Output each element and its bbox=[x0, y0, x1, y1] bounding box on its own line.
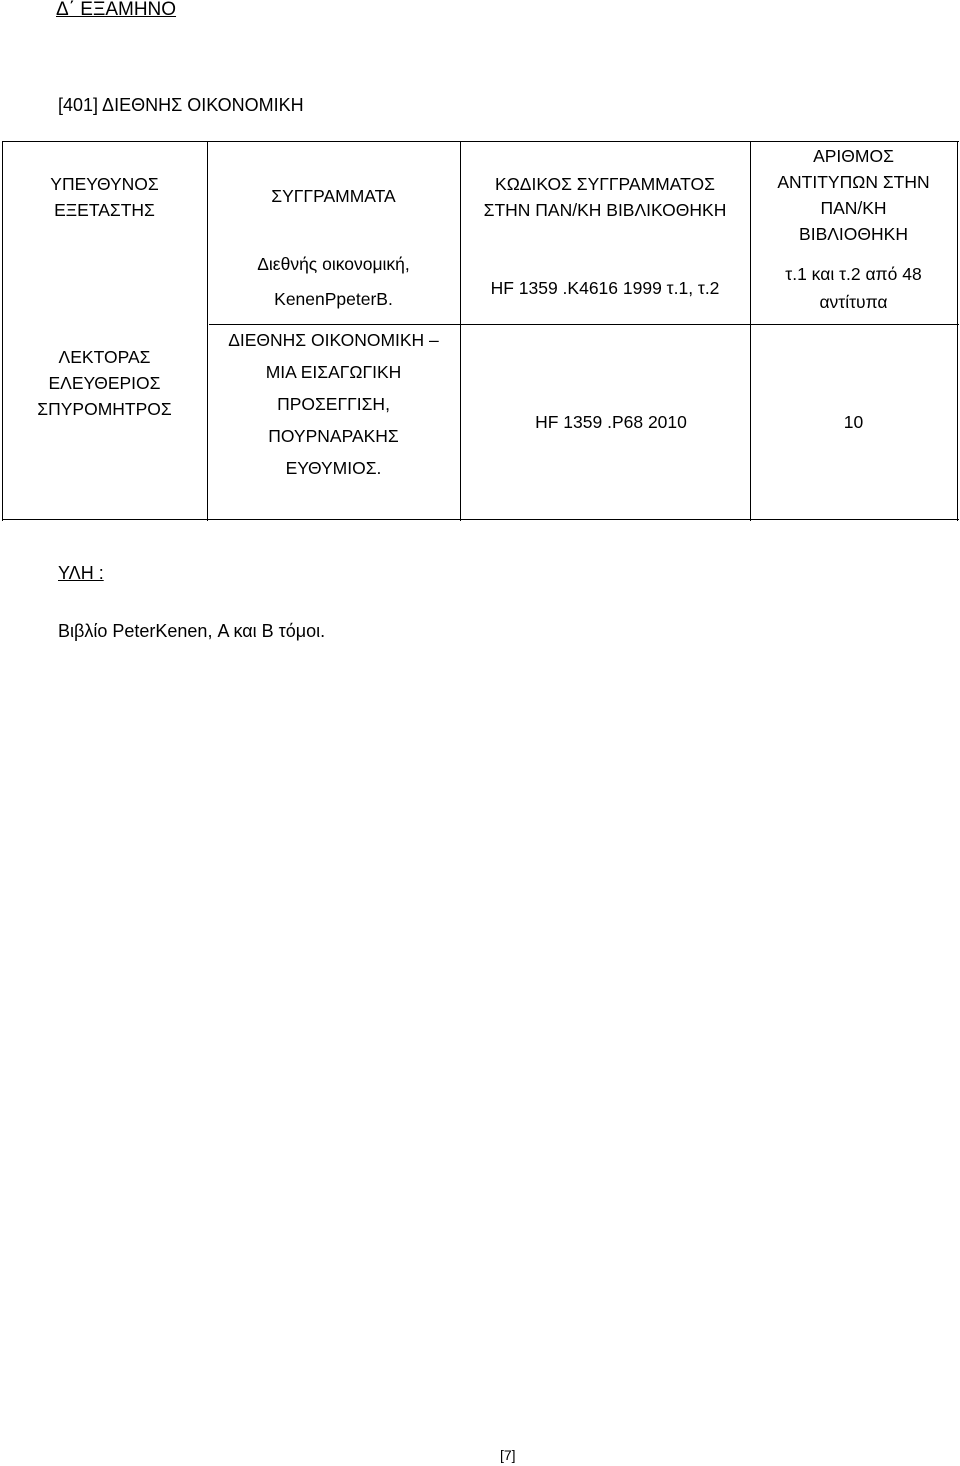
copies-2: 10 bbox=[843, 412, 864, 432]
header-examiner: ΥΠΕΥΘΥΝΟΣ ΕΞΕΤΑΣΤΗΣ bbox=[50, 174, 159, 220]
header-code: ΚΩΔΙΚΟΣ ΣΥΓΓΡΑΜΜΑΤΟΣ ΣΤΗΝ ΠΑΝ/ΚΗ ΒΙΒΛΙΚΟΘΗΚΗ bbox=[483, 174, 727, 220]
semester-title: Δ΄ ΕΞΑΜΗΝΟ bbox=[56, 0, 177, 20]
table-border-top bbox=[2, 141, 959, 142]
course-table bbox=[2, 141, 959, 521]
table-border-bottom bbox=[2, 519, 959, 520]
book-2: ΔΙΕΘΝΗΣ ΟΙΚΟΝΟΜΙΚΗ – ΜΙΑ ΕΙΣΑΓΩΓΙΚΗ ΠΡΟΣΕΓΓΙΣΗ, ΠΟΥΡΝΑΡΑΚΗΣ ΕΥΘΥΜΙΟΣ. bbox=[228, 330, 439, 478]
copies-1: τ.1 και τ.2 από 48 αντίτυπα bbox=[785, 264, 922, 312]
code-2: HF 1359 .P68 2010 bbox=[535, 412, 687, 432]
examiner-name: ΛΕΚΤΟΡΑΣ ΕΛΕΥΘΕΡΙΟΣ ΣΠΥΡΟΜΗΤΡΟΣ bbox=[37, 347, 172, 419]
material-text: Βιβλίο PeterKenen, Α και Β τόμοι. bbox=[58, 621, 326, 641]
table-border-right bbox=[957, 141, 958, 521]
header-textbooks: ΣΥΓΓΡΑΜΜΑΤΑ bbox=[271, 186, 396, 206]
book-1: Διεθνής οικονομική, KenenPpeterB. bbox=[257, 254, 410, 309]
material-label: ΥΛΗ : bbox=[58, 563, 104, 583]
header-copies: ΑΡΙΘΜΟΣ ΑΝΤΙΤΥΠΩΝ ΣΤΗΝ ΠΑΝ/ΚΗ ΒΙΒΛΙΟΘΗΚΗ bbox=[777, 146, 930, 244]
course-title: [401] ΔΙΕΘΝΗΣ ΟΙΚΟΝΟΜΙΚΗ bbox=[58, 95, 304, 115]
page-number: [7] bbox=[500, 1447, 516, 1463]
code-1: HF 1359 .K4616 1999 τ.1, τ.2 bbox=[490, 278, 720, 298]
